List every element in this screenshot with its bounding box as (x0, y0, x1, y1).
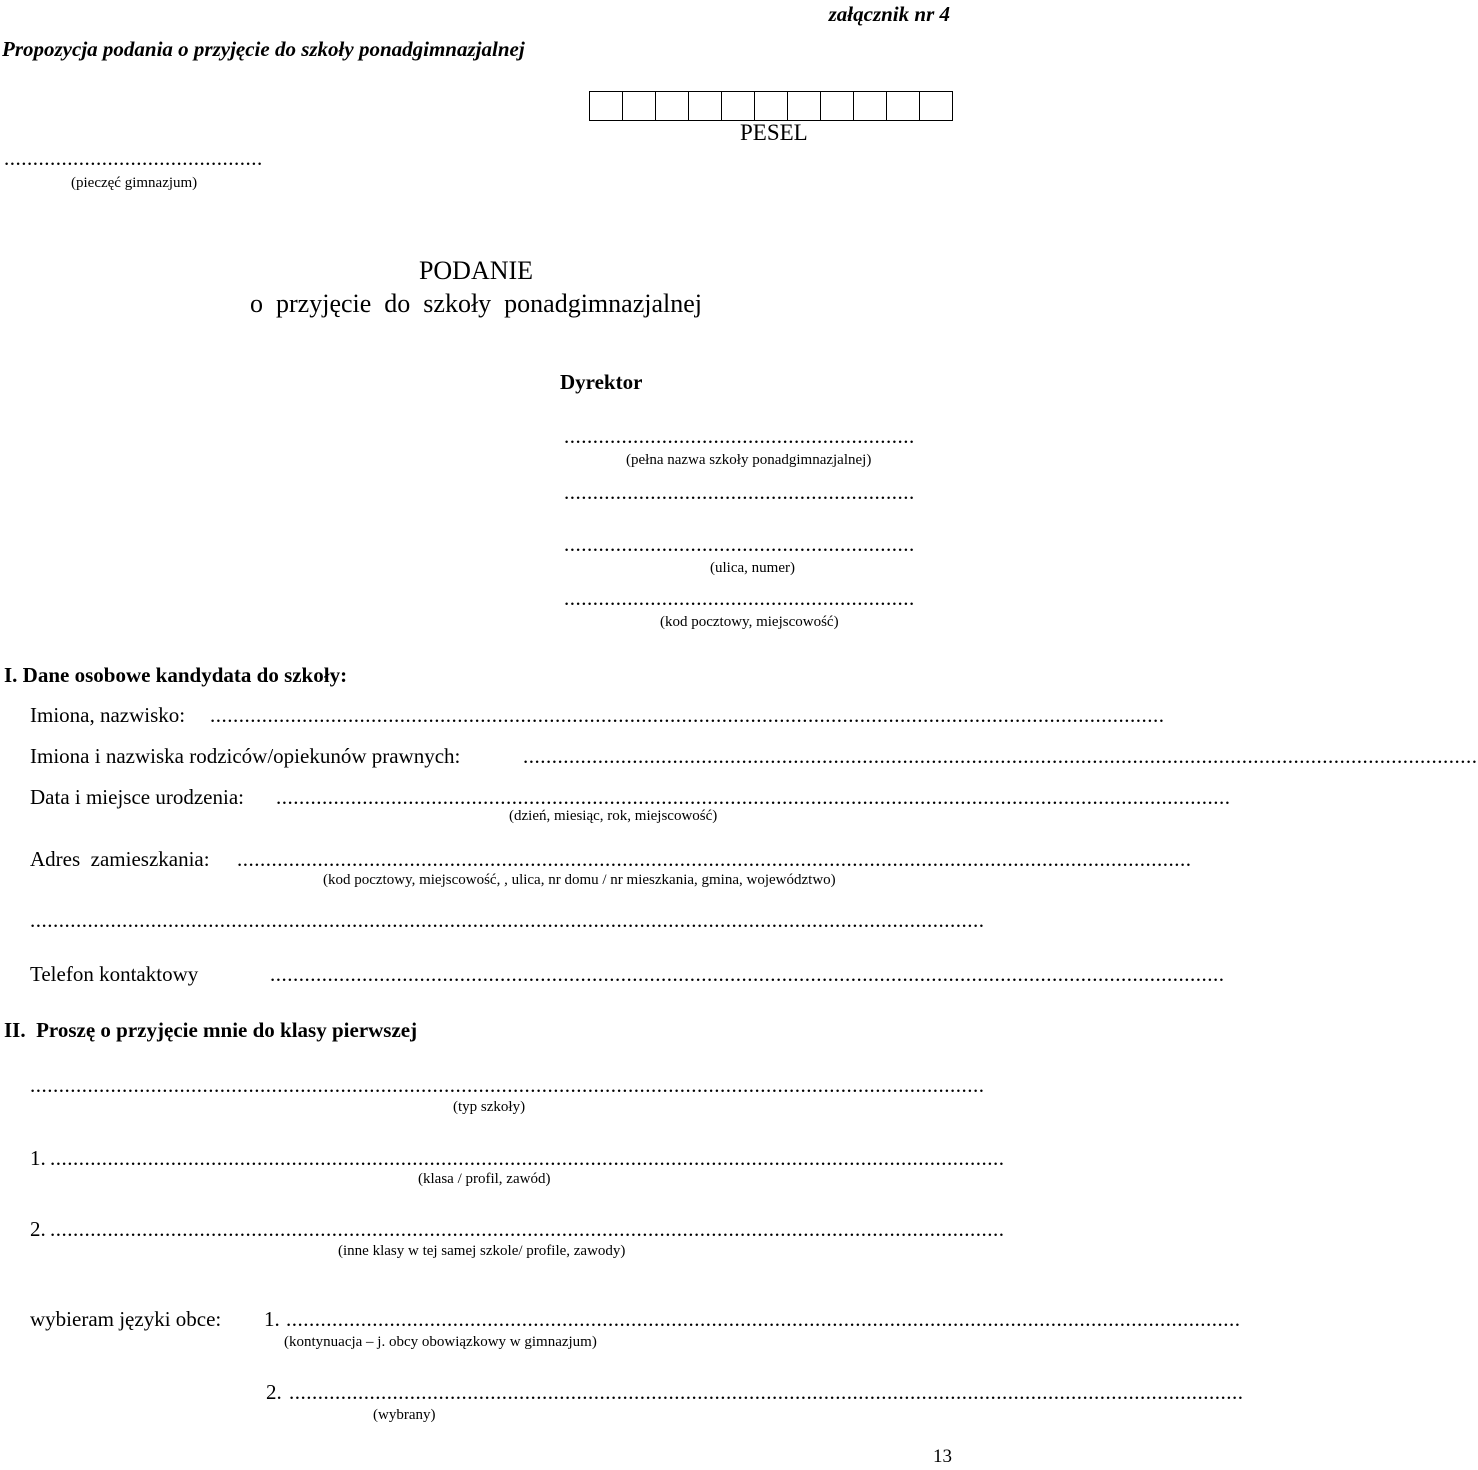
section1-title: I. Dane osobowe kandydata do szkoły: (4, 663, 348, 687)
birth-label: Data i miejsce urodzenia: (30, 785, 244, 809)
phone-dots[interactable]: ...................................................................................................................................................................... (270, 962, 1225, 986)
street-label: (ulica, numer) (710, 560, 795, 576)
school-name-dots[interactable]: ............................................................. (564, 424, 915, 448)
choice1-number: 1. (30, 1146, 46, 1170)
choice1-dots[interactable]: ...................................................................................................................................................................... (50, 1146, 1005, 1170)
heading-title: PODANIE (418, 256, 534, 285)
choice2-number: 2. (30, 1217, 46, 1241)
address-label: Adres zamieszkania: (30, 847, 215, 871)
parents-dots[interactable]: ...................................................................................................................................................................... (523, 744, 1478, 768)
lang2-label: (wybrany) (373, 1407, 436, 1423)
choice2-label: (inne klasy w tej samej szkole/ profile, zawody) (338, 1243, 626, 1259)
school-name-dots-2[interactable]: ............................................................. (564, 480, 915, 504)
heading-subtitle: o przyjęcie do szkoły ponadgimnazjalnej (250, 289, 702, 318)
phone-label: Telefon kontaktowy (30, 962, 199, 986)
birth-hint: (dzień, miesiąc, rok, miejscowość) (509, 808, 718, 824)
street-dots[interactable]: ............................................................. (564, 532, 915, 556)
names-label: Imiona, nazwisko: (30, 703, 186, 727)
section2-title: II. Proszę o przyjęcie mnie do klasy pierwszej (4, 1018, 418, 1042)
birth-dots[interactable]: ...................................................................................................................................................................... (276, 785, 1231, 809)
parents-label: Imiona i nazwiska rodziców/opiekunów prawnych: (30, 744, 461, 768)
names-dots[interactable]: ...................................................................................................................................................................... (210, 703, 1165, 727)
lang2-dots[interactable]: ...................................................................................................................................................................... (289, 1380, 1244, 1404)
choice1-label: (klasa / profil, zawód) (418, 1171, 551, 1187)
choice2-dots[interactable]: ...................................................................................................................................................................... (50, 1217, 1005, 1241)
stamp-dots: ............................................. (4, 146, 263, 170)
stamp-label: (pieczęć gimnazjum) (71, 175, 198, 191)
postal-dots[interactable]: ............................................................. (564, 586, 915, 610)
lang1-number: 1. (264, 1307, 280, 1331)
lang1-dots[interactable]: ...................................................................................................................................................................... (286, 1307, 1241, 1331)
proposal-title: Propozycja podania o przyjęcie do szkoły ponadgimnazjalnej (2, 37, 525, 61)
address-dots-2[interactable]: ...................................................................................................................................................................... (30, 908, 985, 932)
lang1-label: (kontynuacja – j. obcy obowiązkowy w gimnazjum) (284, 1334, 597, 1350)
attachment-label: załącznik nr 4 (828, 2, 950, 26)
school-type-label: (typ szkoły) (453, 1099, 526, 1115)
postal-label: (kod pocztowy, miejscowość) (660, 614, 839, 630)
address-hint: (kod pocztowy, miejscowość, , ulica, nr domu / nr mieszkania, gmina, województwo) (323, 872, 836, 888)
pesel-boxes[interactable] (589, 91, 953, 121)
school-name-label: (pełna nazwa szkoły ponadgimnazjalnej) (626, 452, 872, 468)
address-dots[interactable]: ...................................................................................................................................................................... (237, 847, 1192, 871)
recipient-title: Dyrektor (560, 370, 643, 394)
languages-label: wybieram języki obce: (30, 1307, 222, 1331)
pesel-label: PESEL (740, 120, 808, 145)
page-number: 13 (933, 1446, 952, 1467)
lang2-number: 2. (266, 1380, 282, 1404)
school-type-dots[interactable]: ...................................................................................................................................................................... (30, 1073, 985, 1097)
